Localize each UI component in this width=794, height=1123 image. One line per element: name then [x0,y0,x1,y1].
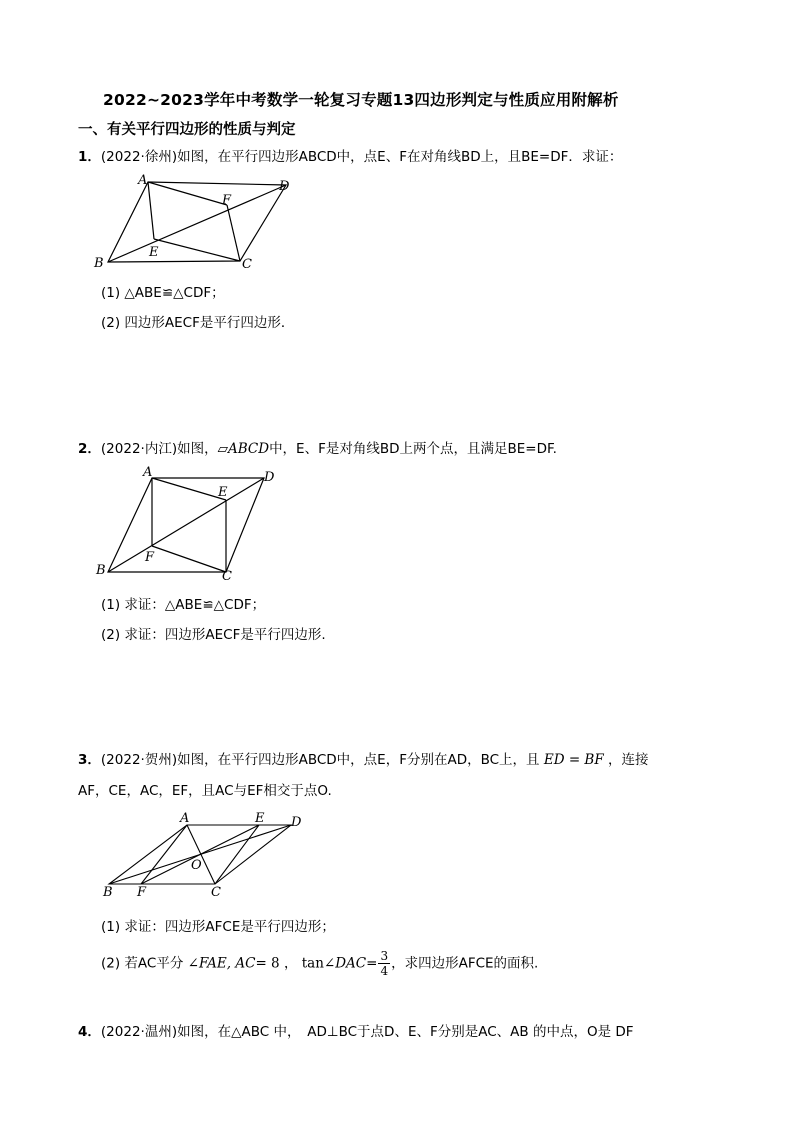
fraction-numerator: 3 [380,949,389,963]
question-text: 如图，在平行四边形ABCD中，点E，F分别在AD，BC上，且 [177,752,540,768]
question-text: 如图，在△ABC 中， AD⊥BC于点D、E、F分别是AC、AB 的中点，O是 DF [177,1024,634,1040]
question-2-part-1: (1) 求证：△ABE≌△CDF； [101,597,266,613]
figure-q1 [88,170,298,272]
question-number: 4． [78,1024,101,1040]
label-D: D [264,470,275,485]
question-1-part-2: (2) 四边形AECF是平行四边形． [101,315,295,331]
label-E: E [218,485,228,500]
section-heading: 一、有关平行四边形的性质与判定 [78,122,296,138]
fraction [378,949,390,978]
figure-q3 [95,810,315,900]
label-F: F [137,885,147,900]
label-E: E [255,811,265,826]
question-source: (2022·温州) [100,1024,178,1040]
math-tan: tan∠ [301,955,336,972]
question-2-stem [78,437,557,457]
question-source: (2022·内江) [100,441,178,457]
question-text: 如图， [177,441,218,457]
label-D: D [279,179,290,194]
question-number: 3． [78,752,101,768]
math-angle-name: DAC [335,955,367,972]
label-O: O [191,858,202,873]
label-B: B [96,563,106,578]
figure-q2 [90,462,290,586]
question-3-part-2 [101,949,538,978]
question-3-part-1: (1) 求证：四边形AFCE是平行四边形； [101,919,335,935]
label-B: B [103,885,113,900]
page-title: 2022~2023学年中考数学一轮复习专题13四边形判定与性质应用附解析 [103,91,619,109]
label-C: C [222,569,232,584]
label-F: F [222,193,232,208]
label-D: D [291,815,302,830]
question-text: ，连接 [608,752,649,768]
label-F: F [145,550,155,565]
math-angle: ∠FAE, [187,955,232,972]
question-source: (2022·贺州) [100,752,178,768]
question-1-part-1: (1) △ABE≌△CDF； [101,285,225,301]
label-A: A [143,465,153,480]
label-B: B [94,256,104,271]
parallelogram-symbol: ▱ABCD [217,441,270,457]
question-text: 中，E、F是对角线BD上两个点，且满足BE=DF. [269,441,557,457]
math-equals: = [366,955,378,972]
question-number: 2． [78,441,101,457]
label-C: C [211,885,221,900]
label-A: A [180,811,190,826]
question-text: (2) 若AC平分 [101,955,184,972]
math-segment: AC [235,955,256,972]
question-3-stem-line-1 [78,748,649,768]
question-text: 如图，在平行四边形ABCD中，点E、F在对角线BD上，且BE=DF．求证： [177,149,623,165]
question-2-part-2: (2) 求证：四边形AECF是平行四边形. [101,627,326,643]
math-value: = 8 [255,955,280,972]
question-1-stem [78,145,622,165]
fraction-denominator: 4 [380,964,389,978]
label-C: C [242,257,252,272]
question-number: 1． [78,149,101,165]
question-3-stem-line-2: AF，CE，AC，EF，且AC与EF相交于点O. [78,783,332,799]
math-expression: ED = BF [543,752,604,768]
label-A: A [138,173,148,188]
question-text: ， [283,955,298,972]
question-4-stem [78,1020,634,1040]
question-text: ，求四边形AFCE的面积. [391,955,539,972]
question-source: (2022·徐州) [100,149,178,165]
label-E: E [149,245,159,260]
